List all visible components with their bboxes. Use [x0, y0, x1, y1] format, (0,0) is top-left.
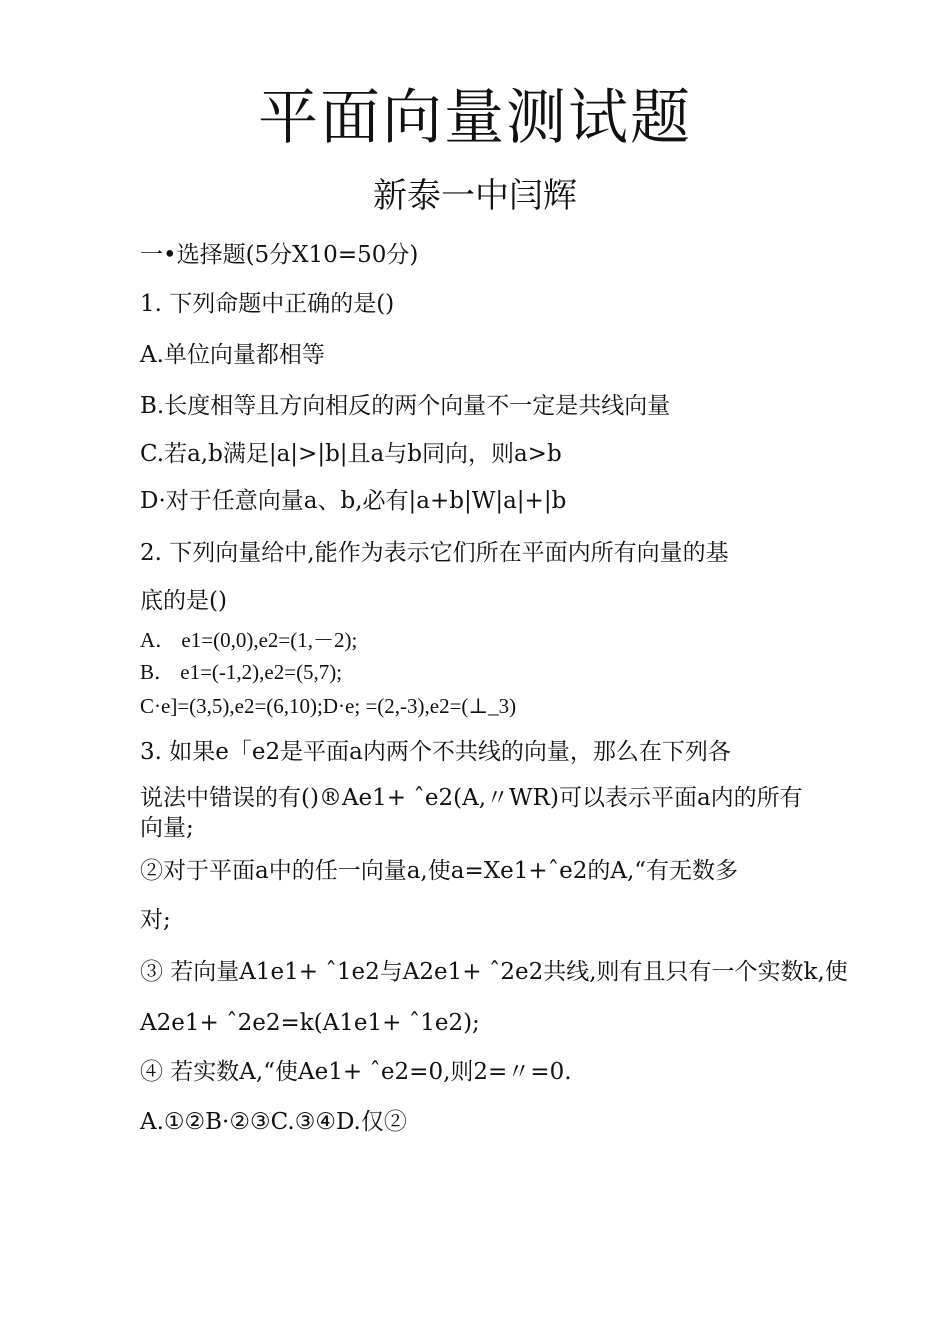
- q3-stem-line1: 3. 如果e「e2是平面a内两个不共线的向量，那么在下列各: [140, 739, 731, 765]
- q1-option-c: C.若a,b满足|a|>|b|且a与b同向，则a>b: [140, 441, 562, 467]
- q1-option-d: D·对于任意向量a、b,必有|a+b|W|a|+|b: [140, 488, 567, 514]
- q3-item3-line2: A2e1+ ˆ2e2=k(A1e1+ ˆ1e2);: [140, 1010, 480, 1036]
- q1-option-b: B.长度相等且方向相反的两个向量不一定是共线向量: [140, 393, 671, 419]
- q3-item2-line2: 对;: [140, 907, 171, 933]
- q3-options: A.①②B·②③C.③④D.仅②: [140, 1109, 407, 1135]
- q2-option-b: B． e1=(-1,2),e2=(5,7);: [140, 660, 343, 684]
- section-heading: 一•选择题(5分X10=50分): [140, 242, 419, 268]
- q2-option-cd: C·e]=(3,5),e2=(6,10);D·e; =(2,-3),e2=(⊥_3): [140, 694, 517, 718]
- q1-option-a: A.单位向量都相等: [140, 342, 325, 368]
- q3-item2-line1: ②对于平面a中的任一向量a,使a=Xe1+ˆe2的A,“有无数多: [140, 858, 739, 884]
- q2-stem-line2: 底的是(): [140, 588, 227, 614]
- q2-stem-line1: 2. 下列向量给中,能作为表示它们所在平面内所有向量的基: [140, 540, 729, 566]
- author-line: 新泰一中闫辉: [373, 176, 577, 216]
- q2-option-a: A． e1=(0,0),e2=(1,－2);: [140, 628, 358, 652]
- q3-stem-line2: 说法中错误的有()®Ae1+ ˆe2(A,〃WR)可以表示平面a内的所有: [140, 785, 803, 811]
- q3-item4: ④ 若实数A,“使Ae1+ ˆe2=0,则2=〃=0.: [140, 1059, 572, 1085]
- q1-stem: 1. 下列命题中正确的是(): [140, 291, 395, 317]
- q3-stem-line3: 向量;: [140, 815, 194, 841]
- page-title: 平面向量测试题: [258, 83, 692, 153]
- q3-item3-line1: ③ 若向量A1e1+ ˆ1e2与A2e1+ ˆ2e2共线,则有且只有一个实数k,使: [140, 959, 848, 985]
